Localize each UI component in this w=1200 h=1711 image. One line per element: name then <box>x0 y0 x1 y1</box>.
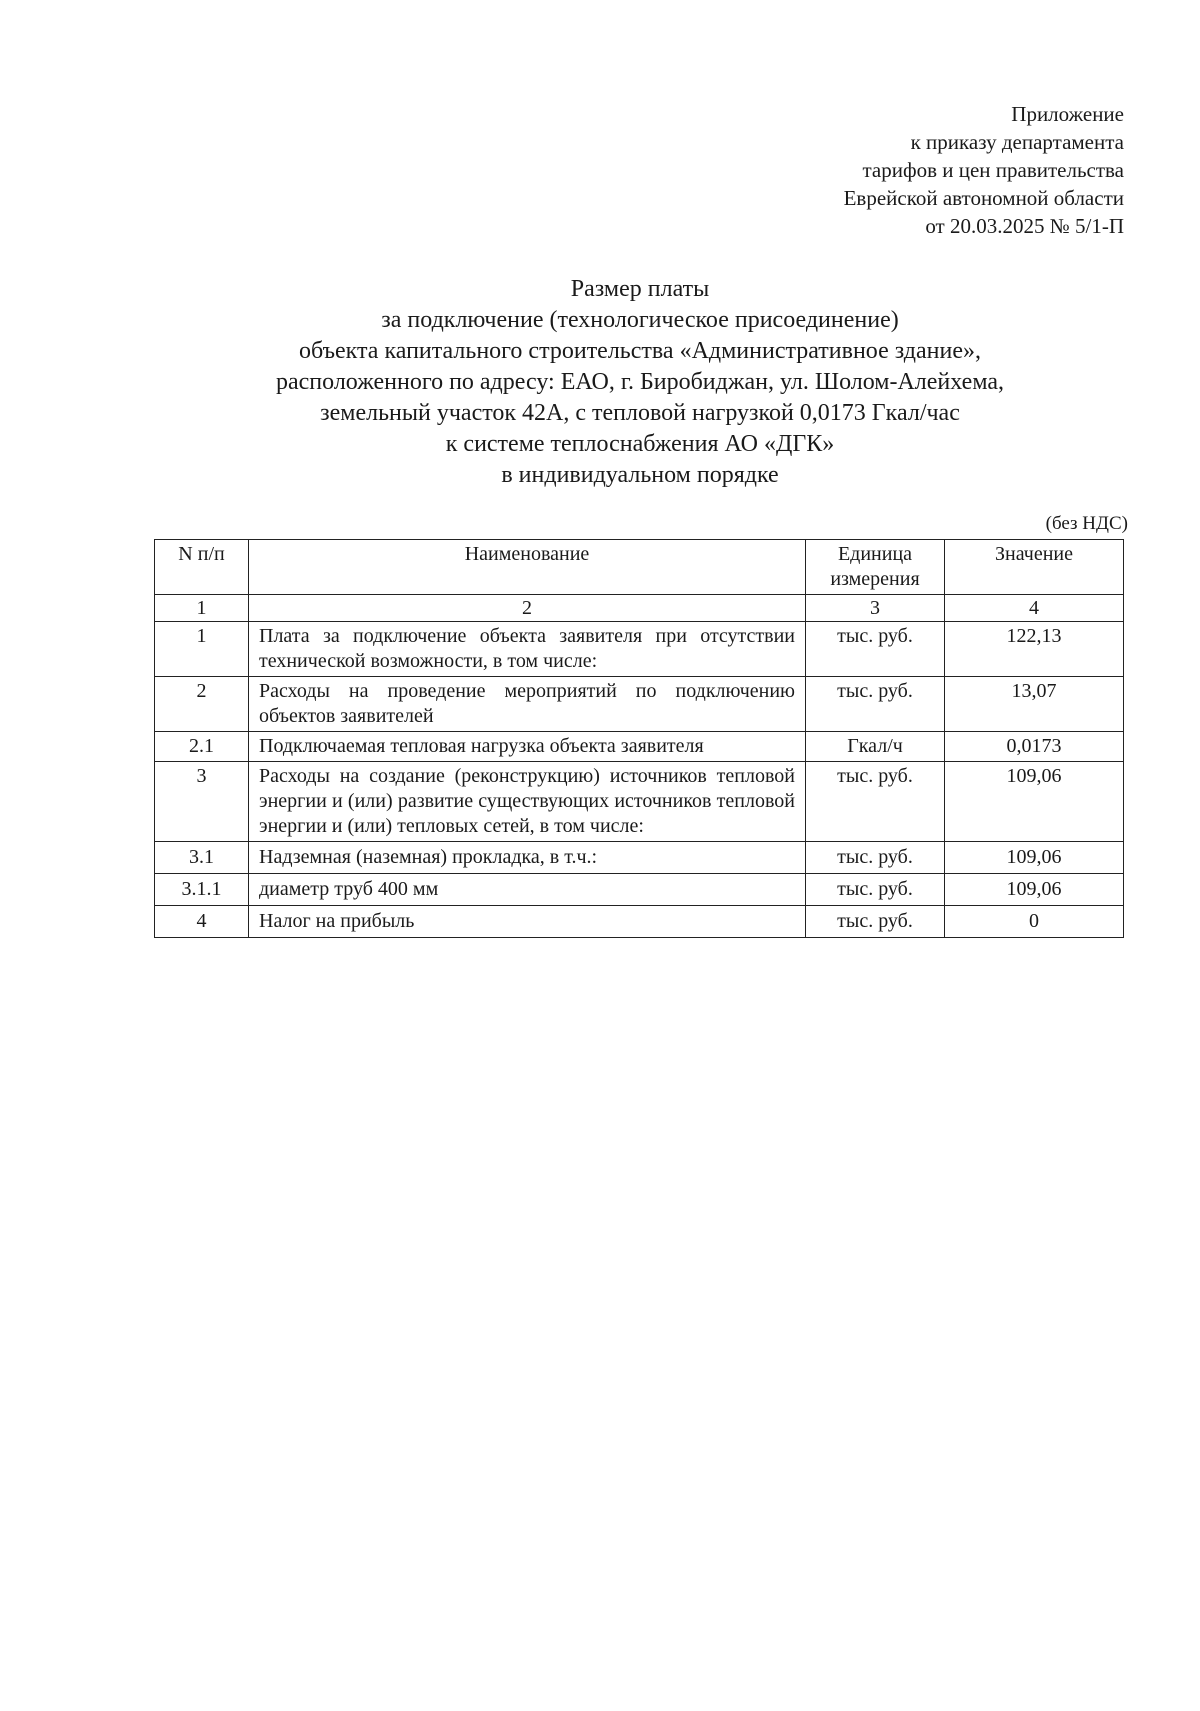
column-index-row <box>155 595 1124 622</box>
row-name: диаметр труб 400 мм <box>249 874 806 906</box>
row-value: 109,06 <box>945 842 1124 874</box>
row-num: 3.1 <box>155 842 249 874</box>
header-name: Наименование <box>249 540 806 595</box>
title-line: земельный участок 42А, с тепловой нагрузкой 0,0173 Гкал/час <box>320 400 960 426</box>
table-row <box>155 906 1124 938</box>
fee-table <box>154 539 1124 938</box>
row-value: 0,0173 <box>945 732 1124 762</box>
row-name: Плата за подключение объекта заявителя при отсутствии технической возможности, в том числе: <box>249 622 806 677</box>
table-row <box>155 842 1124 874</box>
row-value: 122,13 <box>945 622 1124 677</box>
row-num: 3 <box>155 762 249 842</box>
column-index: 3 <box>806 595 945 622</box>
row-num: 2.1 <box>155 732 249 762</box>
table-header-row <box>155 540 1124 595</box>
title-line: в индивидуальном порядке <box>501 462 779 488</box>
appendix-line: от 20.03.2025 № 5/1-П <box>925 214 1124 238</box>
row-unit: тыс. руб. <box>806 677 945 732</box>
row-num: 1 <box>155 622 249 677</box>
appendix-line: к приказу департамента <box>910 130 1124 154</box>
row-value: 0 <box>945 906 1124 938</box>
column-index: 1 <box>155 595 249 622</box>
table-row <box>155 732 1124 762</box>
row-num: 3.1.1 <box>155 874 249 906</box>
header-value: Значение <box>945 540 1124 595</box>
title-line: объекта капитального строительства «Административное здание», <box>298 338 981 364</box>
row-value: 13,07 <box>945 677 1124 732</box>
row-unit: тыс. руб. <box>806 874 945 906</box>
title-line: Размер платы <box>570 276 710 302</box>
title-line: расположенного по адресу: ЕАО, г. Биробиджан, ул. Шолом-Алейхема, <box>276 369 1004 395</box>
column-index: 4 <box>945 595 1124 622</box>
row-unit: тыс. руб. <box>806 622 945 677</box>
row-name: Налог на прибыль <box>249 906 806 938</box>
table-row <box>155 677 1124 732</box>
column-index: 2 <box>249 595 806 622</box>
table-row <box>155 874 1124 906</box>
row-unit: тыс. руб. <box>806 842 945 874</box>
row-value: 109,06 <box>945 874 1124 906</box>
title-line: к системе теплоснабжения АО «ДГК» <box>445 431 835 457</box>
row-unit: Гкал/ч <box>806 732 945 762</box>
appendix-header <box>604 100 1124 240</box>
title-line: за подключение (технологическое присоединение) <box>381 307 899 333</box>
header-unit: Единица измерения <box>806 540 945 595</box>
row-unit: тыс. руб. <box>806 906 945 938</box>
table-row <box>155 762 1124 842</box>
header-num: N п/п <box>155 540 249 595</box>
document-title <box>100 274 1180 491</box>
vat-note: (без НДС) <box>1045 513 1128 534</box>
table-row <box>155 622 1124 677</box>
row-name: Надземная (наземная) прокладка, в т.ч.: <box>249 842 806 874</box>
row-unit: тыс. руб. <box>806 762 945 842</box>
appendix-line: тарифов и цен правительства <box>862 158 1124 182</box>
appendix-line: Еврейской автономной области <box>843 186 1124 210</box>
row-name: Подключаемая тепловая нагрузка объекта заявителя <box>249 732 806 762</box>
row-value: 109,06 <box>945 762 1124 842</box>
row-name: Расходы на создание (реконструкцию) источников тепловой энергии и (или) развитие существующих источников тепловой энергии и (или) тепловых сетей, в том числе: <box>249 762 806 842</box>
row-num: 4 <box>155 906 249 938</box>
row-num: 2 <box>155 677 249 732</box>
row-name: Расходы на проведение мероприятий по подключению объектов заявителей <box>249 677 806 732</box>
appendix-line: Приложение <box>1011 102 1124 126</box>
